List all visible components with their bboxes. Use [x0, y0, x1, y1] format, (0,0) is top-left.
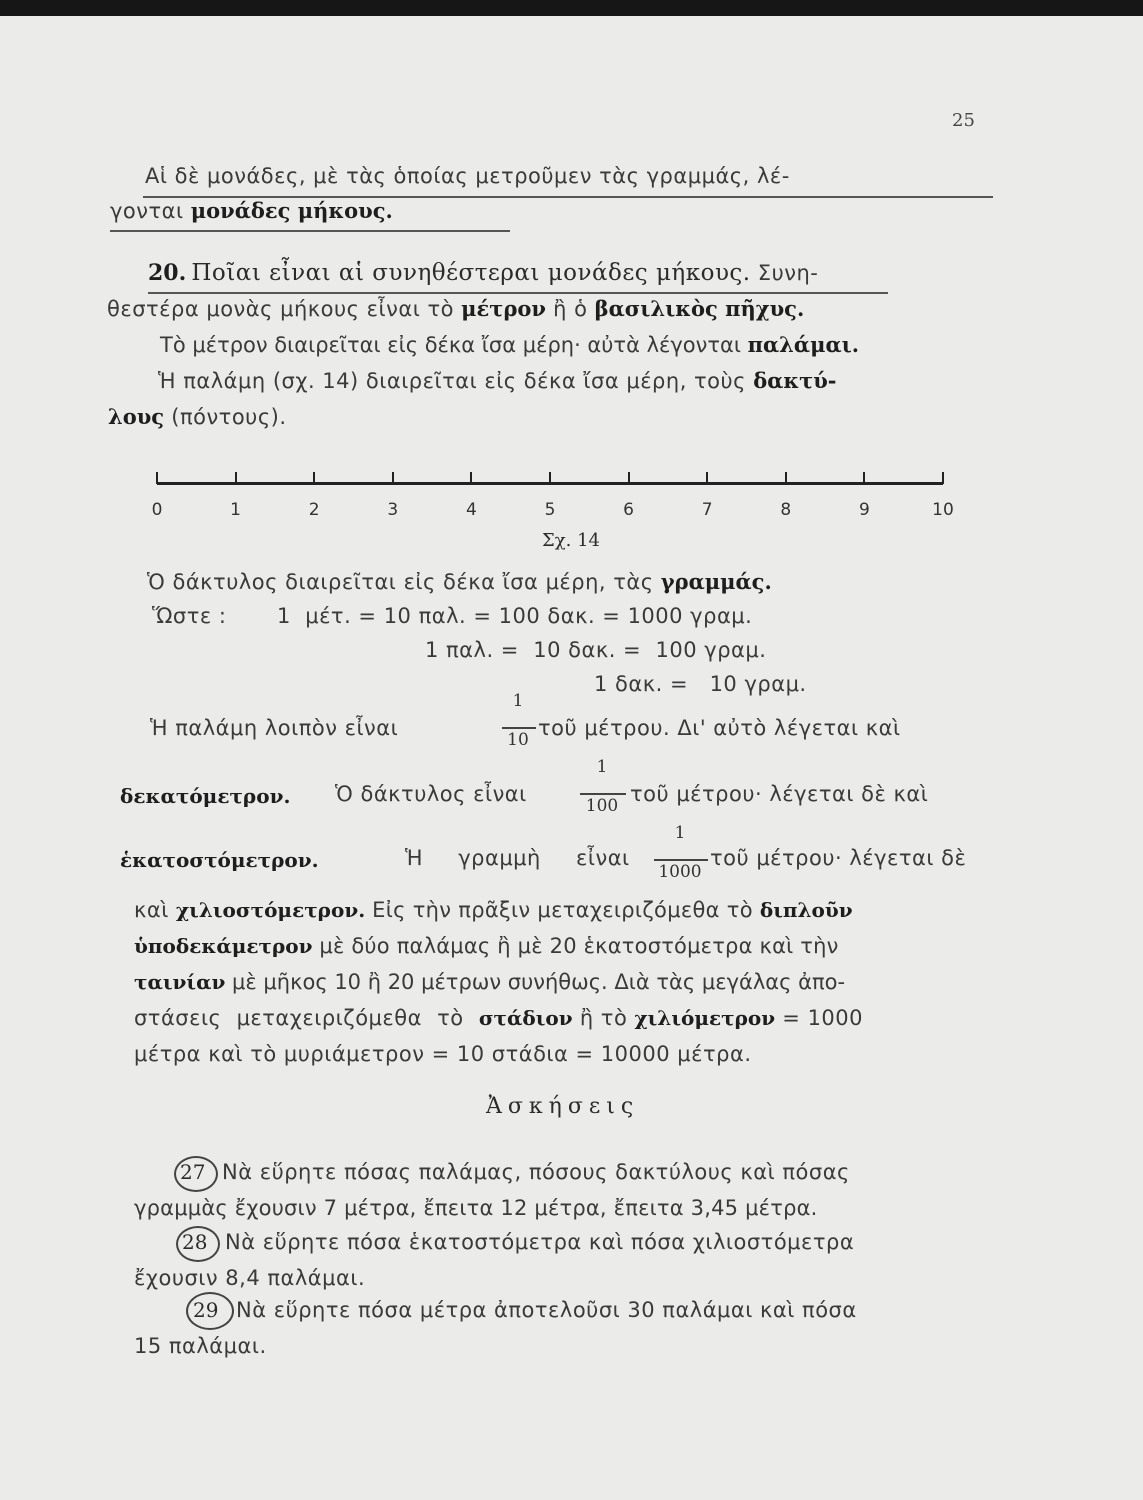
exercise-28-number: 28 — [182, 1230, 208, 1254]
section-line-4-text: (πόντους). — [164, 405, 287, 429]
frac-3-numerator: 1 — [674, 823, 686, 843]
term-monades-mikous: μονάδες μήκους. — [190, 198, 393, 223]
frac-3-denominator: 1000 — [658, 862, 702, 882]
exercise-29-number: 29 — [193, 1298, 219, 1322]
para-line-1 — [134, 898, 853, 922]
term-grammas: γραμμάς. — [660, 569, 772, 594]
ruler-label-8: 8 — [780, 500, 792, 520]
ruler-label-3: 3 — [387, 500, 399, 520]
term-ekatostometron: ἑκατοστόμετρον. — [120, 848, 319, 872]
para-line-4-a: στάσεις μεταχειριζόμεθα τὸ — [134, 1006, 479, 1030]
exercise-27-line-1: Νὰ εὕρητε πόσας παλάμας, πόσους δακτύλους καὶ πόσας — [222, 1160, 850, 1184]
frac-2-numerator: 1 — [596, 757, 608, 777]
section-title-underline — [148, 292, 888, 294]
book-page — [0, 16, 1143, 1500]
ruler-baseline — [157, 482, 943, 485]
para-line-5: μέτρα καὶ τὸ μυριάμετρον = 10 στάδια = 10000 μέτρα. — [134, 1042, 752, 1066]
frac-1-denominator: 10 — [507, 730, 529, 750]
para-line-4 — [134, 1006, 863, 1030]
ruler-tick-5 — [549, 472, 551, 484]
term-daktylous-cont: λους — [108, 404, 165, 429]
para-line-3-b: μὲ μῆκος 10 ἢ 20 μέτρων συνήθως. Διὰ τὰς μεγάλας ἀπο- — [225, 970, 846, 994]
ruler-tick-4 — [470, 472, 472, 484]
equations-prefix: Ὥστε : — [152, 604, 227, 628]
exercise-29-line-2: 15 παλάμαι. — [134, 1334, 267, 1358]
section-line-3 — [158, 368, 837, 393]
exercise-28-line-2: ἔχουσιν 8,4 παλάμαι. — [134, 1266, 366, 1290]
frac-line-3-b: τοῦ μέτρου· λέγεται δὲ — [710, 846, 967, 870]
term-ypodekametron: ὑποδεκάμετρον — [134, 934, 313, 958]
intro-line-1: Αἱ δὲ μονάδες, μὲ τὰς ὁποίας μετροῦμεν τὰς γραμμάς, λέ- — [145, 164, 790, 188]
ruler-tick-2 — [313, 472, 315, 484]
ruler-tick-6 — [628, 472, 630, 484]
ruler-tick-9 — [863, 472, 865, 484]
term-tainian: ταινίαν — [134, 970, 226, 994]
frac-line-2-a: Ὁ δάκτυλος εἶναι — [335, 782, 527, 806]
term-dekatometron: δεκατόμετρον. — [120, 784, 291, 808]
dactyl-line — [147, 569, 772, 594]
ruler-label-10: 10 — [932, 500, 954, 520]
section-line-2-text: Τὸ μέτρον διαιρεῖται εἰς δέκα ἴσα μέρη· αὐτὰ λέγονται — [160, 333, 748, 357]
section-title: Ποῖαι εἶναι αἱ συνηθέστεραι μονάδες μήκους. — [191, 260, 751, 286]
section-line-3-text: Ἡ παλάμη (σχ. 14) διαιρεῖται εἰς δέκα ἴσα μέρη, τοὺς — [158, 369, 754, 393]
term-metron: μέτρον — [461, 296, 546, 321]
intro-line-2 — [110, 198, 393, 223]
section-number: 20. — [148, 260, 187, 286]
frac-line-3-a: Ἡ γραμμὴ εἶναι — [405, 846, 630, 870]
section-line-2 — [160, 332, 859, 357]
frac-1-numerator: 1 — [512, 691, 524, 711]
frac-2-denominator: 100 — [585, 796, 619, 816]
para-line-1-b: Εἰς τὴν πρᾶξιν μεταχειριζόμεθα τὸ — [365, 898, 760, 922]
ruler-label-0: 0 — [151, 500, 163, 520]
exercise-27-number: 27 — [180, 1160, 206, 1184]
section-line-1-text: θεστέρα μονὰς μήκους εἶναι τὸ — [107, 297, 462, 321]
page-number: 25 — [952, 110, 975, 131]
ruler-tick-1 — [235, 472, 237, 484]
section-heading — [148, 260, 818, 286]
section-line-1-mid: ἢ ὁ — [545, 297, 595, 321]
frac-line-2-b: τοῦ μέτρου· λέγεται δὲ καὶ — [630, 782, 929, 806]
para-line-3 — [134, 970, 845, 994]
term-chiliostometron: χιλιοστόμετρον. — [176, 898, 366, 922]
ruler-tick-0 — [156, 472, 158, 484]
frac-1-bar — [502, 727, 536, 729]
term-stadion: στάδιον — [478, 1006, 573, 1030]
exercise-27-line-2: γραμμὰς ἔχουσιν 7 μέτρα, ἔπειτα 12 μέτρα, ἔπειτα 3,45 μέτρα. — [134, 1196, 818, 1220]
equation-row-2: 1 παλ. = 10 δακ. = 100 γραμ. — [425, 638, 767, 662]
ruler-label-2: 2 — [308, 500, 320, 520]
ruler-label-9: 9 — [858, 500, 870, 520]
scan-top-edge — [0, 0, 1143, 16]
section-line-4 — [108, 404, 287, 429]
ruler-tick-10 — [942, 472, 944, 484]
frac-3-bar — [654, 859, 708, 861]
ruler-label-5: 5 — [544, 500, 556, 520]
equation-row-3: 1 δακ. = 10 γραμ. — [594, 672, 807, 696]
exercise-28-line-1: Νὰ εὕρητε πόσα ἑκατοστόμετρα καὶ πόσα χιλιοστόμετρα — [225, 1230, 855, 1254]
equation-row-1: 1 μέτ. = 10 παλ. = 100 δακ. = 1000 γραμ. — [277, 604, 753, 628]
para-line-4-b: = 1000 — [775, 1006, 864, 1030]
ruler-tick-7 — [706, 472, 708, 484]
term-diploun: διπλοῦν — [759, 898, 853, 922]
para-line-2-b: μὲ δύο παλάμας ἢ μὲ 20 ἑκατοστόμετρα καὶ τὴν — [312, 934, 839, 958]
dactyl-line-text: Ὁ δάκτυλος διαιρεῖται εἰς δέκα ἴσα μέρη, τὰς — [147, 570, 661, 594]
exercise-29-line-1: Νὰ εὕρητε πόσα μέτρα ἀποτελοῦσι 30 παλάμαι καὶ πόσα — [236, 1298, 857, 1322]
exercises-heading: Ἀσκήσεις — [486, 1094, 640, 1119]
term-chiliometron: χιλιόμετρον — [634, 1006, 776, 1030]
ruler-tick-8 — [785, 472, 787, 484]
term-palamai: παλάμαι. — [747, 332, 860, 357]
ruler-label-1: 1 — [230, 500, 241, 520]
intro-line-2-prefix: γονται — [110, 199, 191, 223]
figure-caption: Σχ. 14 — [542, 530, 600, 551]
ruler-tick-3 — [392, 472, 394, 484]
section-title-tail: Συνη- — [750, 261, 819, 285]
para-line-1-a: καὶ — [134, 898, 177, 922]
frac-2-bar — [580, 793, 626, 795]
ruler-label-7: 7 — [701, 500, 713, 520]
para-line-2 — [134, 934, 839, 958]
ruler-label-6: 6 — [623, 500, 634, 520]
ruler-label-4: 4 — [465, 500, 477, 520]
term-vasilikos-pichys: βασιλικὸς πῆχυς. — [594, 296, 805, 321]
term-daktylous: δακτύ- — [753, 368, 837, 393]
frac-line-1-a: Ἡ παλάμη λοιπὸν εἶναι — [150, 716, 399, 740]
intro-underline-2 — [110, 230, 510, 232]
frac-line-1-b: τοῦ μέτρου. Δι' αὐτὸ λέγεται καὶ — [538, 716, 901, 740]
section-line-1 — [107, 296, 804, 321]
para-line-4-mid: ἢ τὸ — [572, 1006, 635, 1030]
